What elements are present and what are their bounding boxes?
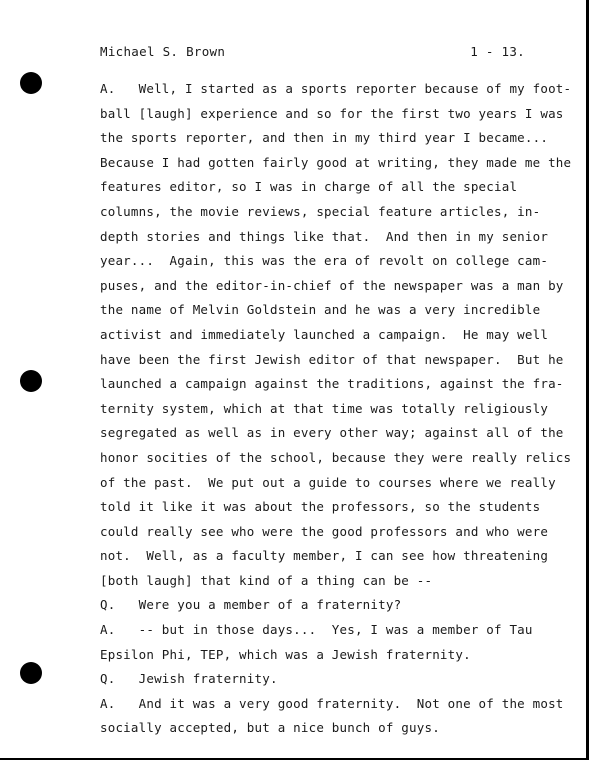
binder-hole-middle	[20, 370, 42, 392]
transcript-line: could really see who were the good professors and who were	[100, 523, 549, 539]
transcript-line: [both laugh] that kind of a thing can be --	[100, 572, 433, 588]
transcript-line: ball [laugh] experience and so for the first two years I was	[100, 105, 564, 121]
transcript-body	[100, 77, 572, 741]
transcript-line: puses, and the editor-in-chief of the newspaper was a man by	[100, 277, 564, 293]
transcript-line: columns, the movie reviews, special feature articles, in-	[100, 203, 541, 219]
transcript-line: depth stories and things like that. And then in my senior	[100, 228, 549, 244]
transcript-line: have been the first Jewish editor of that newspaper. But he	[100, 351, 564, 367]
interviewee-name: Michael S. Brown	[100, 44, 226, 59]
transcript-line: activist and immediately launched a campaign. He may well	[100, 326, 549, 342]
transcript-line: told it like it was about the professors, so the students	[100, 499, 541, 515]
binder-hole-bottom	[20, 662, 42, 684]
transcript-line: features editor, so I was in charge of all the special	[100, 179, 518, 195]
transcript-line: Q. Were you a member of a fraternity?	[100, 597, 402, 613]
transcript-line: of the past. We put out a guide to courses where we really	[100, 474, 556, 490]
transcript-line: A. -- but in those days... Yes, I was a member of Tau	[100, 622, 533, 638]
binder-hole-top	[20, 72, 42, 94]
transcript-line: ternity system, which at that time was totally religiously	[100, 400, 549, 416]
page-number: 1 - 13.	[470, 44, 525, 59]
transcript-line: socially accepted, but a nice bunch of guys.	[100, 720, 440, 736]
transcript-line: segregated as well as in every other way; against all of the	[100, 425, 564, 441]
transcript-line: launched a campaign against the traditions, against the fra-	[100, 376, 564, 392]
transcript-line: Because I had gotten fairly good at writing, they made me the	[100, 154, 572, 170]
transcript-line: the sports reporter, and then in my third year I became...	[100, 130, 549, 146]
transcript-line: A. And it was a very good fraternity. Not one of the most	[100, 695, 564, 711]
transcript-line: the name of Melvin Goldstein and he was a very incredible	[100, 302, 541, 318]
transcript-line: Q. Jewish fraternity.	[100, 671, 278, 687]
transcript-line: year... Again, this was the era of revolt on college cam-	[100, 253, 549, 269]
transcript-line: Epsilon Phi, TEP, which was a Jewish fraternity.	[100, 646, 471, 662]
transcript-line: honor socities of the school, because they were really relics	[100, 449, 572, 465]
transcript-line: A. Well, I started as a sports reporter because of my foot-	[100, 81, 572, 96]
transcript-line: not. Well, as a faculty member, I can see how threatening	[100, 548, 549, 564]
